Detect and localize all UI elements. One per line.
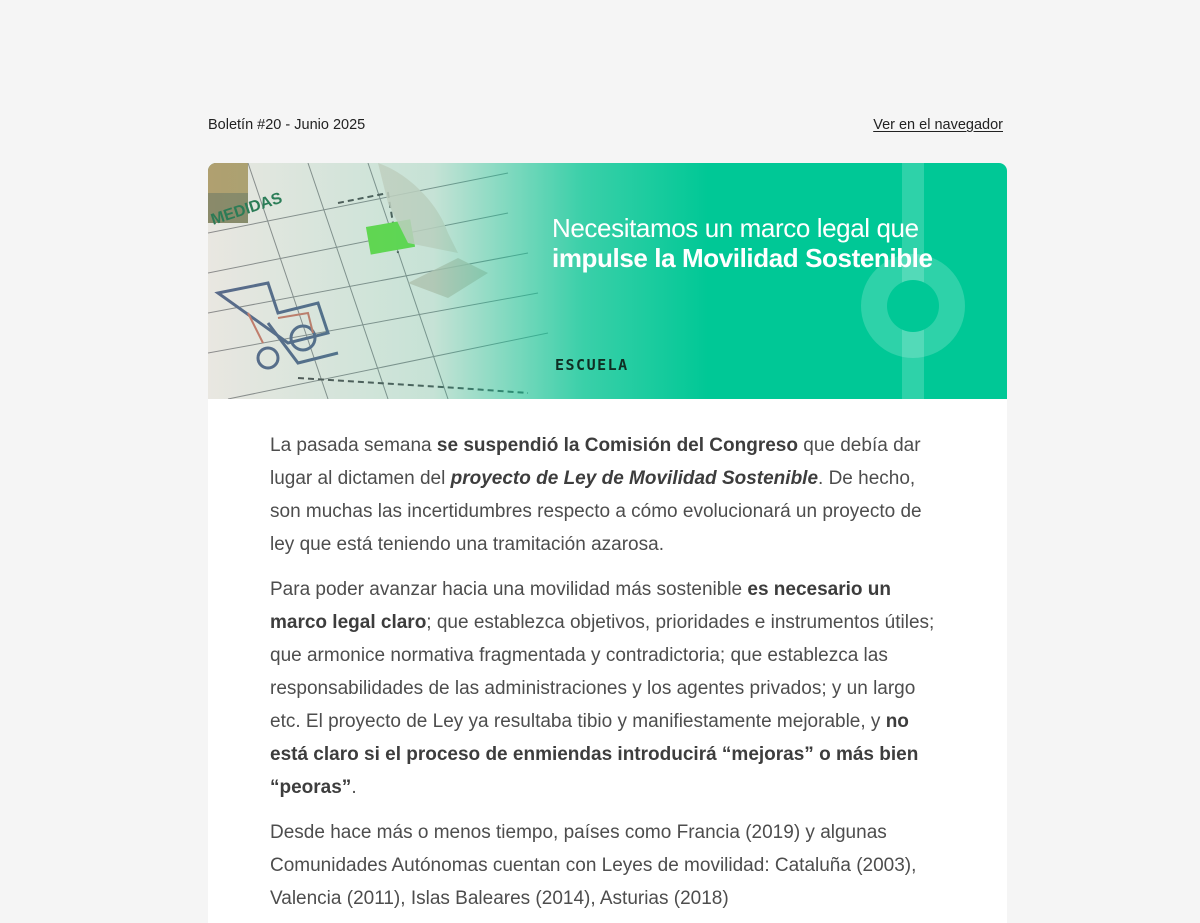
banner-headline-line1: Necesitamos un marco legal que	[552, 213, 919, 243]
issue-label: Boletín #20 - Junio 2025	[208, 117, 366, 133]
hero-banner	[208, 163, 1007, 399]
logo-line-1: ESCUELA	[555, 356, 629, 374]
view-in-browser-link[interactable]: Ver en el navegador	[873, 117, 1003, 133]
paragraph-2: Para poder avanzar hacia una movilidad más sostenible es necesario un marco legal claro; que establezca objetivos, prioridades e instrumentos útiles; que armonice normativa fragmentada y contradictoria; que establezca las responsabilidades de las administraciones y los agentes privados; y un largo etc. El proyecto de Ley ya resultaba tibio y manifiestamente mejorable, y no está claro si el proceso de enmiendas introducirá “mejoras” o más bien “peoras”.	[270, 579, 935, 798]
newsletter-body	[208, 399, 1007, 915]
school-logo	[555, 315, 681, 399]
banner-headline-line2: impulse la Movilidad Sostenible	[552, 243, 933, 273]
newsletter-topbar	[208, 117, 1003, 133]
paragraph-3: Desde hace más o menos tiempo, países como Francia (2019) y algunas Comunidades Autónomas cuentan con Leyes de movilidad: Cataluña (2003), Valencia (2011), Islas Baleares (2014), Asturias (2018)	[270, 822, 917, 909]
transit-line-icon	[847, 163, 1007, 399]
paragraph-1: La pasada semana se suspendió la Comisión del Congreso que debía dar lugar al dictamen del proyecto de Ley de Movilidad Sostenible. De hecho, son muchas las incertidumbres respecto a cómo evolucionará un proyecto de ley que está teniendo una tramitación azarosa.	[270, 435, 922, 555]
newsletter-card	[208, 163, 1007, 923]
